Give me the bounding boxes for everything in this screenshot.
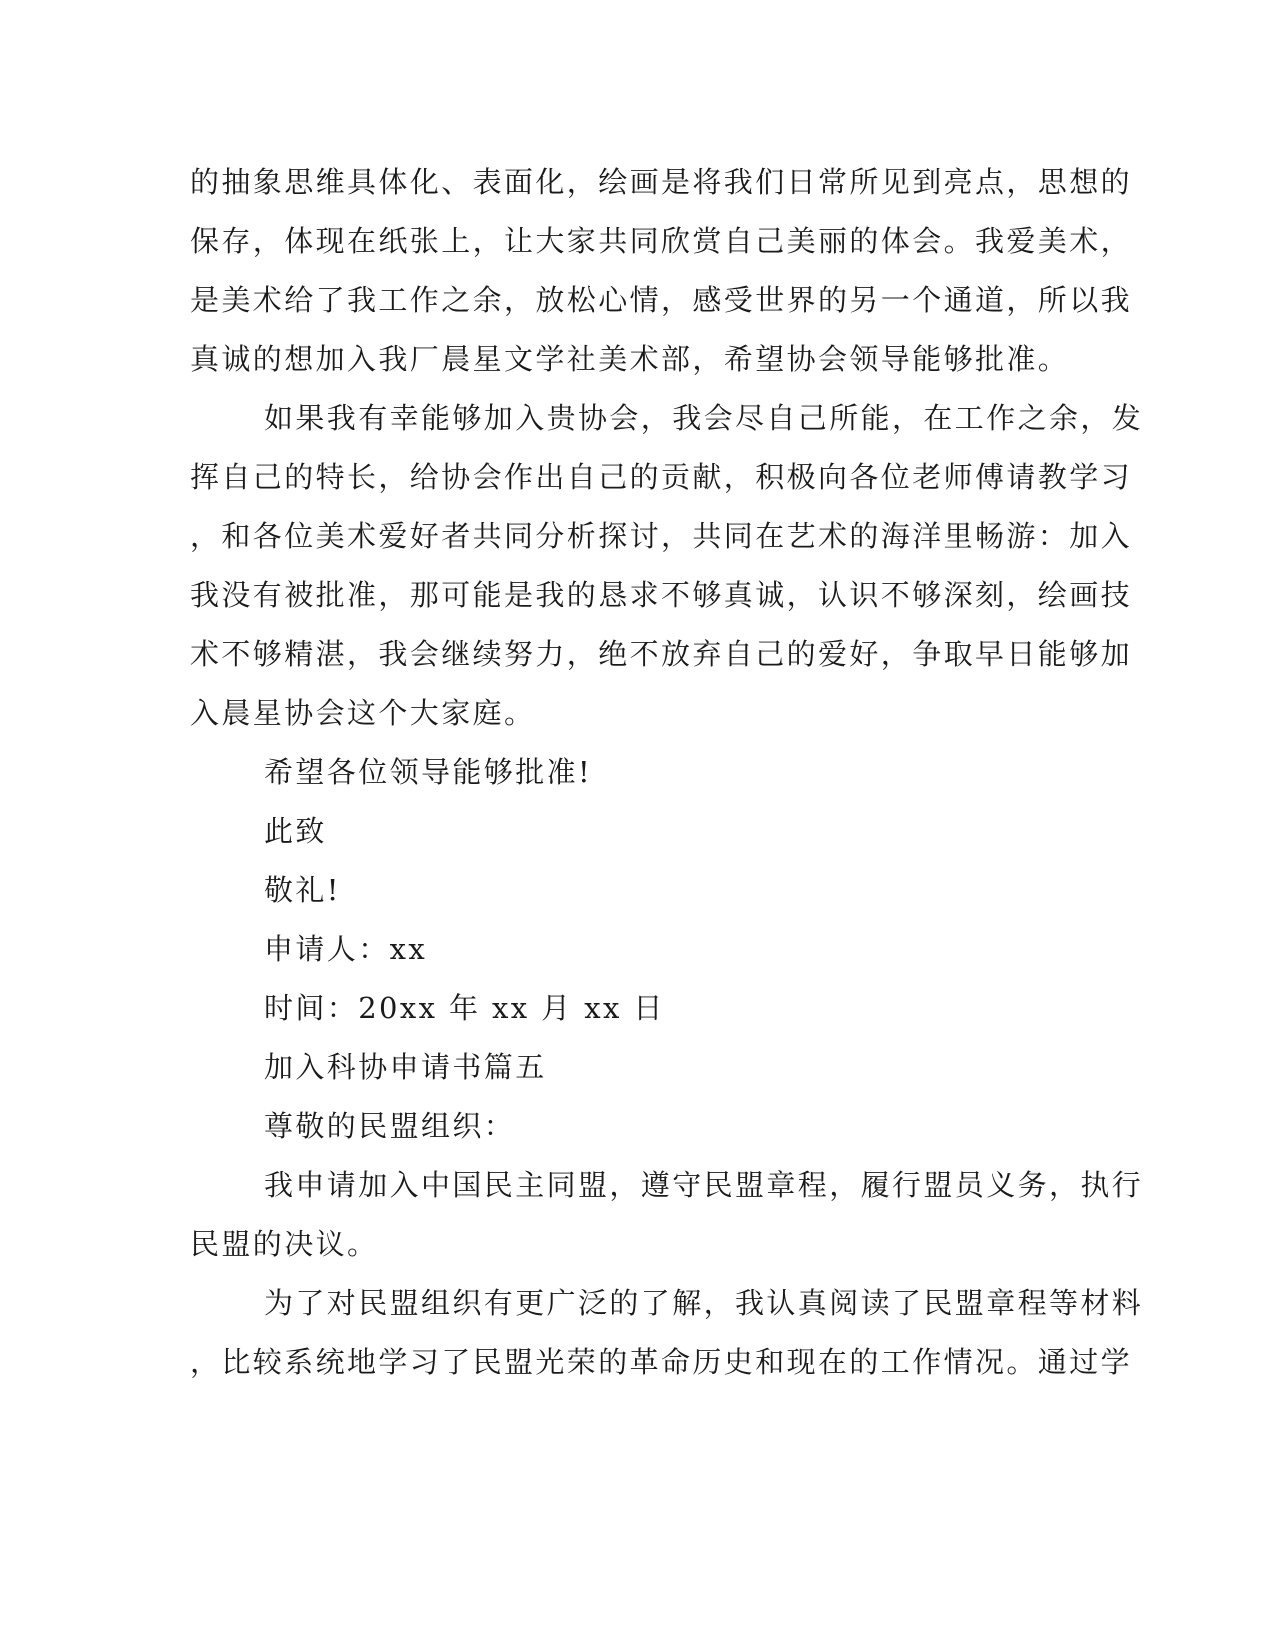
paragraph-line: 为了对民盟组织有更广泛的了解，我认真阅读了民盟章程等材料 xyxy=(264,1286,1144,1320)
paragraph-line: 民盟的决议。 xyxy=(190,1227,379,1261)
greeting-line: 尊敬的民盟组织： xyxy=(264,1109,516,1143)
paragraph-line: ，比较系统地学习了民盟光荣的革命历史和现在的工作情况。通过学 xyxy=(190,1345,1133,1379)
salutation-line: 敬礼! xyxy=(264,873,341,907)
paragraph-line: 是美术给了我工作之余，放松心情，感受世界的另一个通道，所以我 xyxy=(190,283,1133,317)
date-line: 时间：20xx 年 xx 月 xx 日 xyxy=(264,991,665,1025)
applicant-line: 申请人：xx xyxy=(264,932,428,966)
paragraph-line: 挥自己的特长，给协会作出自己的贡献，积极向各位老师傅请教学习 xyxy=(190,460,1133,494)
paragraph-line: 的抽象思维具体化、表面化，绘画是将我们日常所见到亮点，思想的 xyxy=(190,165,1133,199)
paragraph-line: 我没有被批准，那可能是我的恳求不够真诚，认识不够深刻，绘画技 xyxy=(190,578,1133,612)
paragraph-line: 术不够精湛，我会继续努力，绝不放弃自己的爱好，争取早日能够加 xyxy=(190,637,1133,671)
paragraph-line: 入晨星协会这个大家庭。 xyxy=(190,696,536,730)
paragraph-line: 真诚的想加入我厂晨星文学社美术部，希望协会领导能够批准。 xyxy=(190,342,1070,376)
section-heading: 加入科协申请书篇五 xyxy=(264,1050,547,1084)
paragraph-line: ，和各位美术爱好者共同分析探讨，共同在艺术的海洋里畅游：加入 xyxy=(190,519,1133,553)
paragraph-line: 保存，体现在纸张上，让大家共同欣赏自己美丽的体会。我爱美术， xyxy=(190,224,1133,258)
paragraph-line: 我申请加入中国民主同盟，遵守民盟章程，履行盟员义务，执行 xyxy=(264,1168,1144,1202)
salutation-line: 此致 xyxy=(264,814,327,848)
closing-request: 希望各位领导能够批准! xyxy=(264,755,593,789)
paragraph-line: 如果我有幸能够加入贵协会，我会尽自己所能，在工作之余，发 xyxy=(264,401,1144,435)
